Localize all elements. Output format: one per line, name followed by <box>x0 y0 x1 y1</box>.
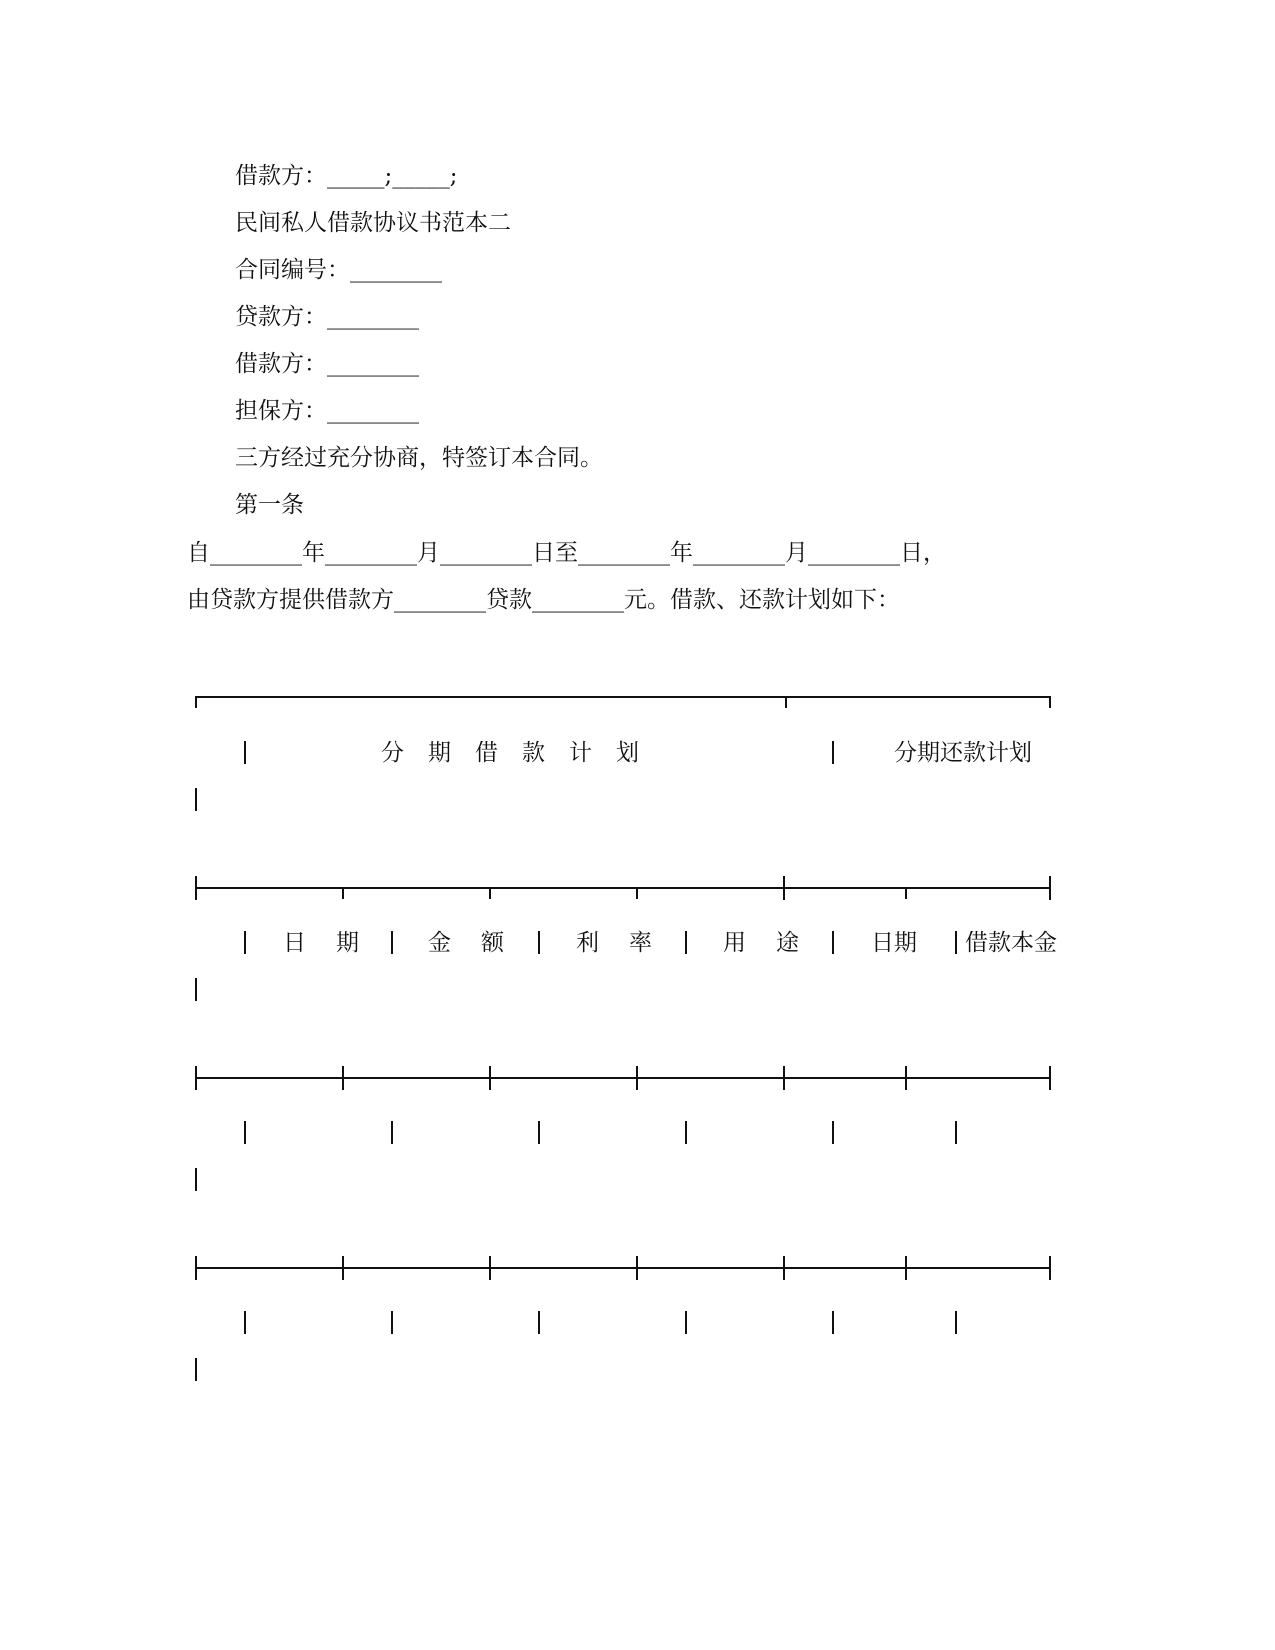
table-bar <box>685 931 687 954</box>
table-bar <box>832 741 834 764</box>
loan-amount-line: 由贷款方提供借款方________贷款________元。借款、还款计划如下： <box>187 587 900 613</box>
table-bar <box>244 741 246 764</box>
agreement-title-two: 民间私人借款协议书范本二 <box>235 210 511 236</box>
article-one-heading: 第一条 <box>235 492 304 518</box>
borrower-line-1: 借款方：_____;_____; <box>235 163 458 189</box>
table-bar <box>538 1121 540 1144</box>
col-principal: 借款本金 <box>965 930 1057 956</box>
table-bar <box>244 1311 246 1334</box>
table-bar <box>685 1311 687 1334</box>
col-repay-date: 日期 <box>871 930 917 956</box>
table-bar <box>195 978 197 1001</box>
header-loan-plan: 分期借款计划 <box>381 740 663 766</box>
table-tick <box>905 1256 907 1280</box>
table-bar <box>538 931 540 954</box>
borrower-line-2: 借款方：________ <box>235 351 419 377</box>
table-tick <box>783 1066 785 1090</box>
table-tick <box>1049 696 1051 708</box>
table-tick <box>783 876 785 900</box>
table-bar <box>195 1168 197 1191</box>
table-bar <box>391 931 393 954</box>
guarantor-line: 担保方：________ <box>235 398 419 424</box>
contract-number-line: 合同编号：________ <box>235 257 442 283</box>
table-bar <box>955 1311 957 1334</box>
table-bar <box>244 1121 246 1144</box>
table-bar <box>195 788 197 811</box>
table-rule <box>195 887 1051 889</box>
table-tick <box>342 1256 344 1280</box>
table-top-rule <box>195 696 1051 698</box>
header-repay-plan: 分期还款计划 <box>894 740 1032 766</box>
table-bar <box>391 1311 393 1334</box>
table-tick <box>195 876 197 900</box>
col-rate: 利率 <box>576 930 682 956</box>
intro-line: 三方经过充分协商，特签订本合同。 <box>235 445 603 471</box>
table-tick <box>636 1256 638 1280</box>
table-tick <box>1049 876 1051 900</box>
table-tick <box>195 1066 197 1090</box>
table-tick <box>1049 1066 1051 1090</box>
table-tick <box>905 1066 907 1090</box>
table-bar <box>832 1311 834 1334</box>
table-bar <box>391 1121 393 1144</box>
table-tick <box>195 1256 197 1280</box>
table-tick <box>342 887 344 899</box>
table-tick <box>785 696 787 708</box>
table-bar <box>685 1121 687 1144</box>
table-bar <box>832 1121 834 1144</box>
table-tick <box>636 887 638 899</box>
table-tick <box>489 1066 491 1090</box>
table-bar <box>195 1358 197 1381</box>
table-tick <box>195 696 197 708</box>
col-amount: 金额 <box>428 930 534 956</box>
table-tick <box>905 887 907 899</box>
table-tick <box>489 1256 491 1280</box>
table-bar <box>244 931 246 954</box>
table-tick <box>1049 1256 1051 1280</box>
col-use: 用途 <box>723 930 829 956</box>
table-bar <box>955 1121 957 1144</box>
table-bar <box>955 931 957 954</box>
table-rule <box>195 1267 1051 1269</box>
table-rule <box>195 1077 1051 1079</box>
table-bar <box>538 1311 540 1334</box>
table-tick <box>783 1256 785 1280</box>
table-bar <box>832 931 834 954</box>
col-date: 日期 <box>283 930 389 956</box>
table-tick <box>342 1066 344 1090</box>
table-tick <box>489 887 491 899</box>
table-tick <box>636 1066 638 1090</box>
lender-line: 贷款方：________ <box>235 304 419 330</box>
loan-date-range-line: 自________年________月________日至________年________月________日， <box>187 540 946 566</box>
